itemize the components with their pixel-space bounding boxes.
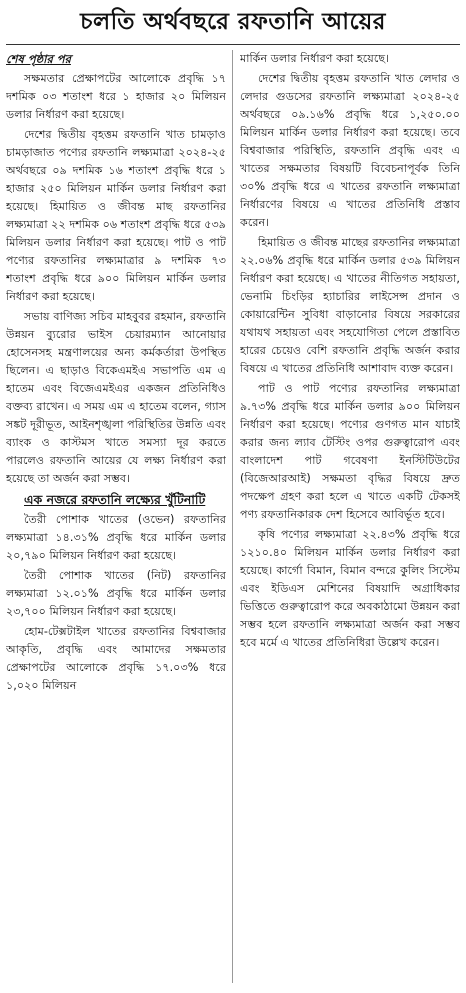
paragraph-continuation: মার্কিন ডলার নির্ধারণ করা হয়েছে। [240,52,390,65]
paragraph: হোম-টেক্সটাইল খাতের রফতানির বিশ্ববাজার আকৃতি, প্রবৃদ্ধি এবং আমাদের সক্ষমতার প্রেক্ষাপটের আলোকে প্রবৃদ্ধি ১৭.০৩% ধরে ১,০২০ মিলিয়ন [6,625,226,692]
paragraph: তৈরী পোশাক খাতের (ওভেন) রফতানির লক্ষ্যমাত্রা ১৪.৩১% প্রবৃদ্ধি ধরে মার্কিন ডলার ২০,৭৯০ মিলিয়ন নির্ধারণ করা হয়েছে। [6,513,226,562]
headline: চলতি অর্থবছরে রফতানি আয়ের [80,8,386,35]
paragraph: দেশের দ্বিতীয় বৃহত্তম রফতানি খাত চামড়াও চামড়াজাত পণ্যের রফতানি লক্ষ্যমাত্রা ২০২৪-২৫ অর্থবছরে ০৯ দশমিক ১৬ শতাংশ প্রবৃদ্ধি ধরে ১ হাজার ২৫০ মিলিয়ন মার্কিন ডলার নির্ধারণ করা হয়েছে। হিমায়িত ও জীবন্ত মাছ রফতানির লক্ষ্যমাত্রা ২২ দশমিক ০৬ শতাংশ প্রবৃদ্ধি ধরে ৫৩৯ মিলিয়ন ডলার নির্ধারণ করা হয়েছে। পাট ও পাট পণ্যের রফতানির লক্ষ্যমাত্রার ৯ দশমিক ৭৩ শতাংশ প্রবৃদ্ধি ধরে ৯০০ মিলিয়ন মার্কিন ডলার নির্ধারণ করা হয়েছে। [6,128,226,303]
paragraph: দেশের দ্বিতীয় বৃহত্তম রফতানি খাত লেদার ও লেদার গুডসের রফতানি লক্ষ্যমাত্রা ২০২৪-২৫ অর্থবছরে ০৯.১৬% প্রবৃদ্ধি ধরে ১,২৫০.০০ মিলিয়ন মার্কিন ডলার নির্ধারণ করা হয়েছে। তবে বিশ্ববাজার পরিস্থিতি, রফতানি প্রবৃদ্ধি এবং এ খাতের সক্ষমতার বিষয়টি বিবেচনাপূর্বক তিনি ৩০% প্রবৃদ্ধি ধরে এ খাতের রফতানি লক্ষ্যমাত্রা নির্ধারণের বিষয়ে এ খাতের প্রতিনিধি প্রস্তাব করেন। [240,72,460,229]
paragraph: কৃষি পণ্যের লক্ষ্যমাত্রা ২২.৪৩% প্রবৃদ্ধি ধরে ১২১০.৪০ মিলিয়ন মার্কিন ডলার নির্ধারণ করা হয়েছে। কার্গো বিমান, বিমান বন্দরে কুলিং সিস্টেম এবং ইডিএস মেশিনের বিষয়াদি অগ্রাধিকার ভিত্তিতে গুরুত্বারোপ করে অবকাঠামো উন্নয়ন করা সম্ভব হলে রফতানি লক্ষ্যমাত্রা অর্জন করা সম্ভব হবে মর্মে এ খাতের প্রতিনিধিরা উল্লেখ করেন। [240,528,460,649]
paragraph: তৈরী পোশাক খাতের (নিট) রফতানির লক্ষ্যমাত্রা ১২.০১% প্রবৃদ্ধি ধরে মার্কিন ডলার ২৩,৭০০ মিলিয়ন নির্ধারণ করা হয়েছে। [6,569,226,618]
continued-label: শেষ পৃষ্ঠার পর [6,52,71,66]
headline-rule [6,44,460,45]
right-column [240,50,460,989]
paragraph: পাট ও পাট পণ্যের রফতানির লক্ষ্যমাত্রা ৯.৭৩% প্রবৃদ্ধি ধরে মার্কিন ডলার ৯০০ মিলিয়ন নির্ধারণ করা হয়েছে। পণ্যের গুণগত মান যাচাই করার জন্য ল্যাব টেস্টিং ওপর গুরুত্বারোপ এবং বাংলাদেশ পাট গবেষণা ইনস্টিটিউটের (বিজেআরআই) সক্ষমতা বৃদ্ধির বিষয়ে দ্রুত পদক্ষেপ গ্রহণ করা হলে এ খাতে একটি টেকসই পণ্য রফতানিকারক দেশ হিসেবে আবির্ভূত হবে। [240,382,460,521]
left-column [6,50,226,989]
column-divider [232,50,233,983]
paragraph: সভায় বাণিজ্য সচিব মাহবুবর রহমান, রফতানি উন্নয়ন ব্যুরোর ভাইস চেয়ারম্যান আনোয়ার হোসেনসহ মন্ত্রণালয়ের অন্য কর্মকর্তারা উপস্থিত ছিলেন। এ ছাড়াও বিকেএমইএ সভাপতি এম এ হাতেম এবং বিজেএমইএর একজন প্রতিনিধিও বক্তব্য রাখেন। এ সময় এম এ হাতেম বলেন, গ্যাস সঙ্কট দূরীভূত, আইনশৃঙ্খলা পরিস্থিতির উন্নতি এবং ব্যাংক ও কাস্টমস খাতে সমস্যা দূর করতে পারলেও রফতানি আয়ের যে লক্ষ্য নির্ধারণ করা হয়েছে তা অর্জন করা সম্ভব। [6,310,226,485]
paragraph: সক্ষমতার প্রেক্ষাপটের আলোকে প্রবৃদ্ধি ১৭ দশমিক ০৩ শতাংশ ধরে ১ হাজার ২০ মিলিয়ন ডলার নির্ধারণ করা হয়েছে। [6,72,226,121]
subheading: এক নজরে রফতানি লক্ষ্যের খুঁটিনাটি [24,492,206,507]
paragraph: হিমায়িত ও জীবন্ত মাছের রফতানির লক্ষ্যমাত্রা ২২.০৬% প্রবৃদ্ধি ধরে মার্কিন ডলার ৫৩৯ মিলিয়ন নির্ধারণ করা হয়েছে। এ খাতের নীতিগত সহায়তা, ভেনামি চিংড়ির হ্যাচারির লাইসেন্স প্রদান ও কোয়ারেন্টিন সুবিধা বাড়ানোর বিষয়ে সরকারের যথাযথ সহায়তা এবং সহযোগিতা পেলে প্রস্তাবিত হারের চেয়েও বেশি রফতানি প্রবৃদ্ধি অর্জন করার বিষয়ে এ খাতের প্রতিনিধি আশাবাদ ব্যক্ত করেন। [240,236,460,375]
